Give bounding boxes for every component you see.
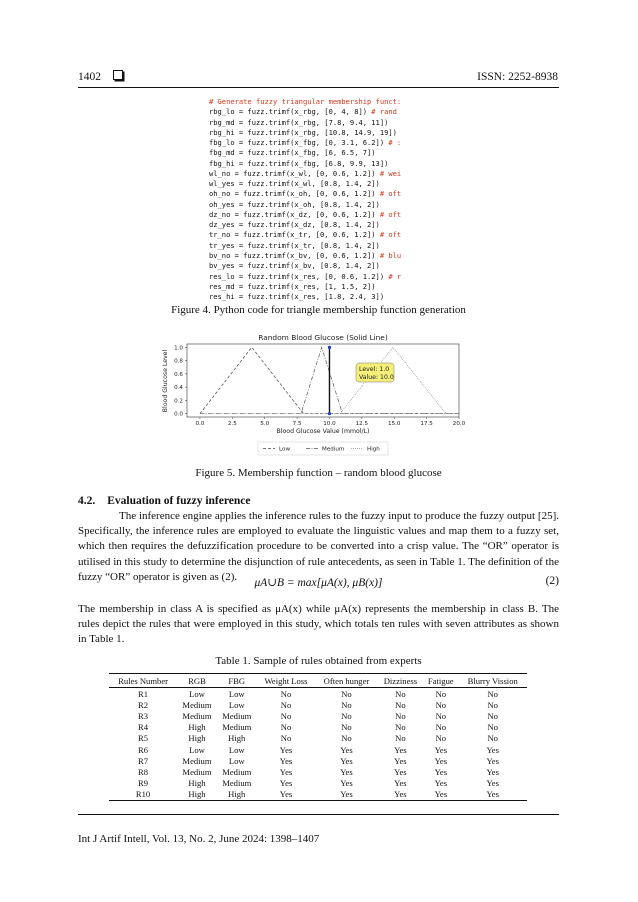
code-text: res_lo = fuzz.trimf(x_res, [0, 0.6, 1.2]) bbox=[209, 271, 389, 281]
membership-chart bbox=[160, 330, 480, 462]
section-number: 4.2. bbox=[78, 495, 96, 507]
legend-label: Low bbox=[279, 446, 291, 453]
table-cell: Yes bbox=[486, 744, 499, 755]
section-title: Evaluation of fuzzy inference bbox=[107, 495, 251, 507]
table-cell: Yes bbox=[257, 789, 316, 801]
table-cell: Yes bbox=[434, 766, 448, 777]
value-marker-base bbox=[328, 412, 331, 415]
page-number: 1402 bbox=[78, 71, 101, 83]
table-cell: Yes bbox=[394, 755, 407, 766]
table-cell: Low bbox=[189, 744, 205, 755]
table-cell: High bbox=[188, 722, 206, 733]
column-header: Dizziness bbox=[378, 674, 424, 688]
table-cell: Yes bbox=[486, 766, 499, 777]
code-text: oh_no = fuzz.trimf(x_oh, [0, 0.6, 1.2]) bbox=[209, 189, 380, 199]
code-text: bv_no = fuzz.trimf(x_bv, [0, 0.6, 1.2]) bbox=[209, 250, 380, 260]
table-cell: No bbox=[395, 710, 406, 721]
table-cell: R8 bbox=[138, 766, 149, 777]
table-cell: No bbox=[487, 699, 498, 710]
section-heading bbox=[78, 495, 250, 507]
table-cell: High bbox=[188, 778, 206, 789]
code-text: fbg_md = fuzz.trimf(x_fbg, [6, 6.5, 7]) bbox=[209, 148, 376, 158]
y-tick-label: 0.4 bbox=[174, 385, 183, 392]
y-tick-label: 0.8 bbox=[174, 358, 183, 365]
table-cell: Yes bbox=[279, 778, 293, 789]
code-comment: # oft bbox=[379, 209, 402, 219]
annotation-value: Value: 10.0 bbox=[359, 374, 394, 381]
paragraph-inference: The inference engine applies the inference rules to the fuzzy input to produce the fuzzy output [25]. Specifically, the inference rules are employed to evaluate the linguistic values and map them to a fuzzy set, which then requires the defuzzification procedure to be converted into a crisp value. The “OR” operator is utilised in this study to determine the disjunction of rule antecedents, as seen in Table 1. The definition of the fuzzy “OR” operator is given as (2). bbox=[78, 510, 559, 583]
plot-frame bbox=[187, 344, 459, 417]
table-cell: Yes bbox=[340, 778, 353, 789]
table-cell: No bbox=[435, 710, 447, 721]
table-cell: No bbox=[395, 733, 406, 744]
table-cell: High bbox=[217, 789, 257, 801]
figure5-caption: Figure 5. Membership function – random blood glucose bbox=[195, 467, 442, 479]
table-cell: No bbox=[341, 688, 352, 699]
table-header-row bbox=[109, 674, 527, 688]
table-cell: High bbox=[228, 733, 246, 744]
equation-body: μA∪B = max[μA(x), μB(x)] bbox=[254, 577, 383, 589]
code-text: rbg_hi = fuzz.trimf(x_rbg, [10.8, 14.9, 19]) bbox=[209, 127, 397, 137]
code-line bbox=[209, 272, 427, 282]
code-line bbox=[209, 241, 427, 251]
code-text: rbg_lo = fuzz.trimf(x_rbg, [0, 4, 8]) bbox=[209, 107, 372, 117]
rules-table bbox=[109, 673, 527, 801]
code-line bbox=[209, 97, 427, 107]
annotation-box bbox=[356, 363, 394, 382]
code-line bbox=[209, 118, 427, 128]
code-line bbox=[209, 107, 427, 117]
code-comment: # oft bbox=[379, 189, 402, 199]
table-cell: Medium bbox=[222, 710, 252, 721]
equation-2 bbox=[78, 575, 559, 593]
table-row bbox=[109, 778, 527, 789]
table-cell: Low bbox=[228, 688, 245, 699]
x-tick-label: 2.5 bbox=[227, 421, 237, 427]
table-row bbox=[109, 744, 527, 755]
code-text: bv_yes = fuzz.trimf(x_bv, [0.8, 1.4, 2]) bbox=[209, 261, 380, 271]
table-cell: Yes bbox=[340, 744, 353, 755]
x-tick-label: 12.5 bbox=[355, 421, 369, 427]
tick-group bbox=[174, 345, 466, 427]
table-cell: R4 bbox=[138, 722, 149, 733]
table-cell: High bbox=[188, 733, 206, 744]
code-text: # Generate fuzzy triangular membership funct: bbox=[209, 97, 402, 106]
equation-number: (2) bbox=[545, 575, 559, 587]
figure4-caption: Figure 4. Python code for triangle membership function generation bbox=[171, 304, 466, 316]
code-line bbox=[209, 138, 427, 148]
code-line bbox=[209, 148, 427, 158]
table-cell: Medium bbox=[222, 766, 252, 777]
table-cell: Yes bbox=[279, 755, 293, 766]
code-text: fbg_lo = fuzz.trimf(x_fbg, [0, 3.1, 6.2]) bbox=[209, 138, 389, 148]
table-cell: No bbox=[280, 699, 292, 710]
y-tick-label: 0.6 bbox=[174, 371, 183, 378]
table-cell: Medium bbox=[182, 699, 212, 710]
code-line bbox=[209, 220, 427, 230]
table-cell: No bbox=[435, 733, 447, 744]
code-line bbox=[209, 282, 427, 292]
table-cell: No bbox=[341, 722, 352, 733]
footer-rule bbox=[78, 814, 559, 815]
table-cell: Medium bbox=[182, 766, 212, 777]
legend-label: High bbox=[367, 446, 380, 453]
column-header: RGB bbox=[177, 674, 217, 688]
code-text: dz_no = fuzz.trimf(x_dz, [0, 0.6, 1.2]) bbox=[209, 209, 380, 219]
table-cell: Yes bbox=[486, 778, 499, 789]
table-cell: High bbox=[177, 789, 217, 801]
code-line bbox=[209, 230, 427, 240]
y-tick-label: 0.2 bbox=[174, 398, 183, 405]
column-header: Rules Number bbox=[109, 674, 177, 688]
x-tick-label: 0.0 bbox=[195, 421, 205, 427]
issn-label: ISSN: 2252-8938 bbox=[477, 71, 558, 83]
table-cell: R3 bbox=[138, 710, 149, 721]
y-tick-label: 1.0 bbox=[174, 345, 183, 352]
table-cell: No bbox=[435, 722, 447, 733]
table-cell: R6 bbox=[138, 744, 149, 755]
code-text: res_hi = fuzz.trimf(x_res, [1.8, 2.4, 3]) bbox=[209, 292, 385, 302]
table-row bbox=[109, 789, 527, 801]
table-cell: Medium bbox=[182, 755, 212, 766]
header-rule bbox=[78, 87, 559, 88]
table-cell: No bbox=[487, 722, 498, 733]
header-box-icon bbox=[113, 70, 123, 80]
code-comment: # r bbox=[388, 271, 402, 281]
table-cell: Yes bbox=[423, 789, 458, 801]
table-row bbox=[109, 722, 527, 733]
table-cell: No bbox=[280, 733, 292, 744]
table-cell: Low bbox=[228, 699, 245, 710]
table-cell: Yes bbox=[434, 744, 448, 755]
code-line bbox=[209, 251, 427, 261]
table-cell: No bbox=[341, 733, 352, 744]
table-cell: Yes bbox=[394, 766, 407, 777]
x-tick-label: 5.0 bbox=[260, 421, 270, 427]
table-cell: R10 bbox=[109, 789, 177, 801]
table-cell: Low bbox=[228, 744, 245, 755]
table-cell: No bbox=[341, 710, 352, 721]
table-caption: Table 1. Sample of rules obtained from experts bbox=[215, 655, 422, 667]
table-cell: No bbox=[435, 699, 447, 710]
table-cell: Yes bbox=[279, 744, 293, 755]
code-line bbox=[209, 261, 427, 271]
code-line bbox=[209, 179, 427, 189]
table-cell: Low bbox=[189, 688, 205, 699]
code-comment: # : bbox=[388, 138, 402, 148]
table-cell: Yes bbox=[458, 789, 527, 801]
table-cell: Yes bbox=[340, 755, 353, 766]
table-cell: No bbox=[395, 722, 406, 733]
code-line bbox=[209, 169, 427, 179]
table-cell: R9 bbox=[138, 778, 149, 789]
table-row bbox=[109, 710, 527, 721]
column-header: Weight Loss bbox=[257, 674, 316, 688]
code-text: rbg_md = fuzz.trimf(x_rbg, [7.8, 9.4, 11]) bbox=[209, 117, 389, 127]
column-header: Blurry Vission bbox=[458, 674, 527, 688]
code-text: wl_no = fuzz.trimf(x_wl, [0, 0.6, 1.2]) bbox=[209, 168, 380, 178]
table-cell: Low bbox=[228, 755, 245, 766]
code-comment: # blu bbox=[379, 250, 402, 260]
x-tick-label: 20.0 bbox=[452, 421, 466, 427]
code-line bbox=[209, 200, 427, 210]
x-tick-label: 10.0 bbox=[323, 421, 336, 427]
column-header: FBG bbox=[217, 674, 257, 688]
table-cell: R5 bbox=[138, 733, 149, 744]
column-header: Fatigue bbox=[423, 674, 458, 688]
column-header: Often hunger bbox=[315, 674, 377, 688]
value-marker-top bbox=[328, 346, 331, 349]
code-text: wl_yes = fuzz.trimf(x_wl, [0.8, 1.4, 2]) bbox=[209, 179, 380, 189]
chart-title: Random Blood Glucose (Solid Line) bbox=[258, 333, 388, 342]
table-cell: Yes bbox=[378, 789, 424, 801]
x-tick-label: 7.5 bbox=[292, 421, 302, 427]
table-cell: R2 bbox=[138, 699, 149, 710]
x-tick-label: 17.5 bbox=[420, 421, 433, 427]
table-cell: Yes bbox=[434, 755, 448, 766]
annotation-level: Level: 1.0 bbox=[359, 366, 390, 373]
code-line bbox=[209, 210, 427, 220]
table-cell: No bbox=[280, 688, 292, 699]
table-cell: Medium bbox=[182, 710, 212, 721]
table-cell: Yes bbox=[434, 778, 448, 789]
table-row bbox=[109, 766, 527, 777]
table-cell: No bbox=[280, 710, 292, 721]
x-axis-label: Blood Glucose Value (mmol/L) bbox=[276, 428, 370, 435]
chart-legend bbox=[258, 442, 388, 455]
table-cell: R1 bbox=[138, 688, 149, 699]
code-line bbox=[209, 128, 427, 138]
table-cell: Yes bbox=[315, 789, 377, 801]
table-cell: No bbox=[487, 733, 498, 744]
table-cell: No bbox=[280, 722, 292, 733]
code-comment: # oft bbox=[379, 230, 402, 240]
table-cell: Yes bbox=[394, 778, 407, 789]
code-text: res_md = fuzz.trimf(x_res, [1, 1.5, 2]) bbox=[209, 281, 376, 291]
code-line bbox=[209, 159, 427, 169]
table-row bbox=[109, 733, 527, 744]
code-line bbox=[209, 189, 427, 199]
paragraph-membership: The membership in class A is specified as μA(x) while μA(x) represents the membership in class B. The rules depict the rules that were employed in this study, which totals ten rules with seven attributes as shown in Table 1. bbox=[78, 603, 559, 646]
table-cell: Medium bbox=[222, 722, 252, 733]
code-comment: # rand bbox=[371, 107, 397, 117]
table-body bbox=[109, 688, 527, 801]
table-cell: No bbox=[487, 688, 498, 699]
footer-citation: Int J Artif Intell, Vol. 13, No. 2, June 2024: 1398–1407 bbox=[78, 833, 320, 845]
legend-label: Medium bbox=[322, 446, 345, 453]
table-row bbox=[109, 755, 527, 766]
table-cell: Yes bbox=[394, 744, 407, 755]
code-comment: # wei bbox=[379, 168, 402, 178]
table-cell: Yes bbox=[340, 766, 353, 777]
table-cell: No bbox=[487, 710, 498, 721]
marker-group bbox=[328, 346, 331, 416]
code-line bbox=[209, 292, 427, 302]
code-text: tr_yes = fuzz.trimf(x_tr, [0.8, 1.4, 2]) bbox=[209, 240, 380, 250]
code-text: fbg_hi = fuzz.trimf(x_fbg, [6.8, 9.9, 13]) bbox=[209, 158, 389, 168]
table-cell: No bbox=[341, 699, 352, 710]
table-cell: No bbox=[395, 699, 406, 710]
code-text: dz_yes = fuzz.trimf(x_dz, [0.8, 1.4, 2]) bbox=[209, 220, 380, 230]
table-cell: Medium bbox=[222, 778, 252, 789]
code-listing bbox=[209, 97, 427, 302]
code-text: tr_no = fuzz.trimf(x_tr, [0, 0.6, 1.2]) bbox=[209, 230, 380, 240]
table-cell: No bbox=[395, 688, 406, 699]
table-cell: Yes bbox=[279, 766, 293, 777]
code-text: oh_yes = fuzz.trimf(x_oh, [0.8, 1.4, 2]) bbox=[209, 199, 380, 209]
table-row bbox=[109, 688, 527, 700]
x-tick-label: 15.0 bbox=[388, 421, 401, 427]
table-cell: No bbox=[435, 688, 447, 699]
table-cell: R7 bbox=[138, 755, 149, 766]
y-axis-label: Blood Glucose Level bbox=[162, 349, 169, 413]
table-cell: Yes bbox=[486, 755, 499, 766]
table-row bbox=[109, 699, 527, 710]
y-tick-label: 0.0 bbox=[174, 411, 183, 418]
